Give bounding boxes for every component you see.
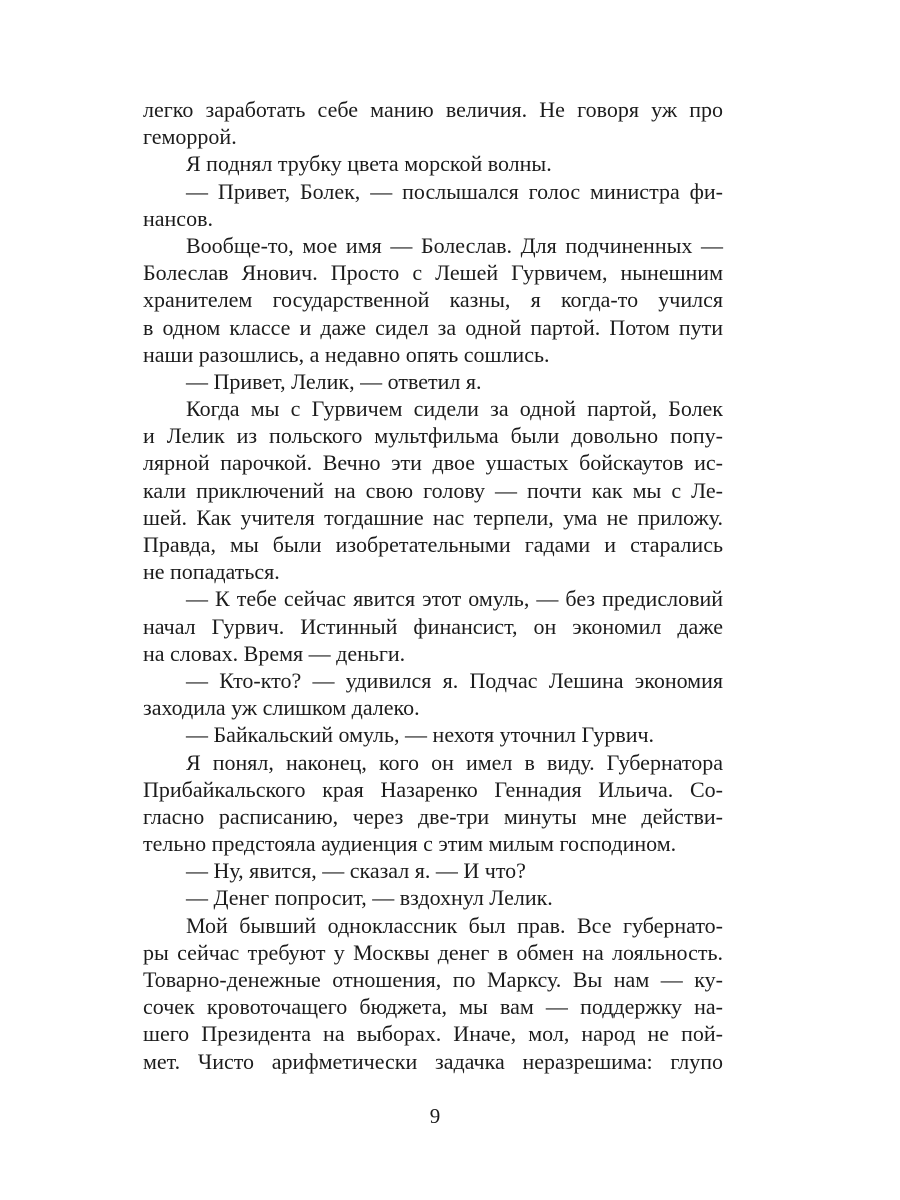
text-line: Когда мы с Гурвичем сидели за одной партой, Болек <box>186 396 723 422</box>
text-line: на словах. Время — деньги. <box>143 640 406 666</box>
text-line: Прибайкальского края Назаренко Геннадия Ильича. Со- <box>143 776 723 802</box>
text-line: шего Президента на выборах. Иначе, мол, народ не пой- <box>143 1021 723 1047</box>
text-line: Правда, мы были изобретательными гадами и старались <box>143 532 723 557</box>
page-number: 9 <box>429 1104 441 1128</box>
text-line: гласно расписанию, через две-три минуты мне действи- <box>143 803 723 829</box>
text-line: Товарно-денежные отношения, по Марксу. Вы нам — ку- <box>143 967 723 992</box>
text-line: Мой бывший одноклассник был прав. Все губернато- <box>186 912 723 938</box>
text-line: и Лелик из польского мультфильма были довольно попу- <box>143 423 723 449</box>
text-line: лярной парочкой. Вечно эти двое ушастых бойскаутов ис- <box>143 450 723 476</box>
text-line: в одном классе и даже сидел за одной партой. Потом пути <box>143 314 723 340</box>
paragraph <box>143 232 723 368</box>
paragraph <box>143 585 723 667</box>
text-line: — Денег попросит, — вздохнул Лелик. <box>186 885 553 911</box>
paragraph <box>143 96 723 150</box>
text-line: — Ну, явится, — сказал я. — И что? <box>186 858 526 884</box>
paragraph <box>143 749 723 858</box>
text-line: кали приключений на свою голову — почти как мы с Ле- <box>143 477 723 503</box>
text-line: заходила уж слишком далеко. <box>143 695 420 721</box>
text-line: легко заработать себе манию величия. Не говоря уж про <box>143 97 723 122</box>
text-line: Я поднял трубку цвета морской волны. <box>186 151 552 177</box>
page-body <box>143 96 723 1075</box>
text-line: начал Гурвич. Истинный финансист, он экономил даже <box>143 613 723 639</box>
text-line: — К тебе сейчас явится этот омуль, — без предисловий <box>186 586 723 612</box>
text-line: геморрой. <box>143 124 237 150</box>
text-line: хранителем государственной казны, я когда-то учился <box>143 287 723 313</box>
text-line: — Привет, Лелик, — ответил я. <box>186 368 482 394</box>
text-line: ры сейчас требуют у Москвы денег в обмен на лояльность. <box>143 939 723 965</box>
text-line: тельно предстояла аудиенция с этим милым господином. <box>143 831 677 857</box>
text-line: нансов. <box>143 205 213 231</box>
paragraph <box>143 857 723 884</box>
text-line: шей. Как учителя тогдашние нас терпели, ума не приложу. <box>143 504 723 530</box>
text-line: Вообще-то, мое имя — Болеслав. Для подчиненных — <box>186 232 723 258</box>
text-line: сочек кровоточащего бюджета, мы вам — поддержку на- <box>143 994 723 1020</box>
paragraph <box>143 884 723 911</box>
text-line: наши разошлись, а недавно опять сошлись. <box>143 341 550 367</box>
paragraph <box>143 667 723 721</box>
text-line: мет. Чисто арифметически задачка неразрешима: глупо <box>143 1048 723 1074</box>
text-line: Болеслав Янович. Просто с Лешей Гурвичем, нынешним <box>143 260 723 286</box>
paragraph <box>143 178 723 232</box>
paragraph <box>143 395 723 585</box>
paragraph <box>143 150 723 177</box>
text-line: — Байкальский омуль, — нехотя уточнил Гурвич. <box>186 722 655 748</box>
paragraph <box>143 721 723 748</box>
text-line: Я понял, наконец, кого он имел в виду. Губернатора <box>186 749 723 775</box>
text-line: — Кто-кто? — удивился я. Подчас Лешина экономия <box>186 667 723 693</box>
paragraph <box>143 912 723 1075</box>
text-line: не попадаться. <box>143 559 280 585</box>
paragraph <box>143 368 723 395</box>
text-line: — Привет, Болек, — послышался голос министра фи- <box>186 178 723 204</box>
